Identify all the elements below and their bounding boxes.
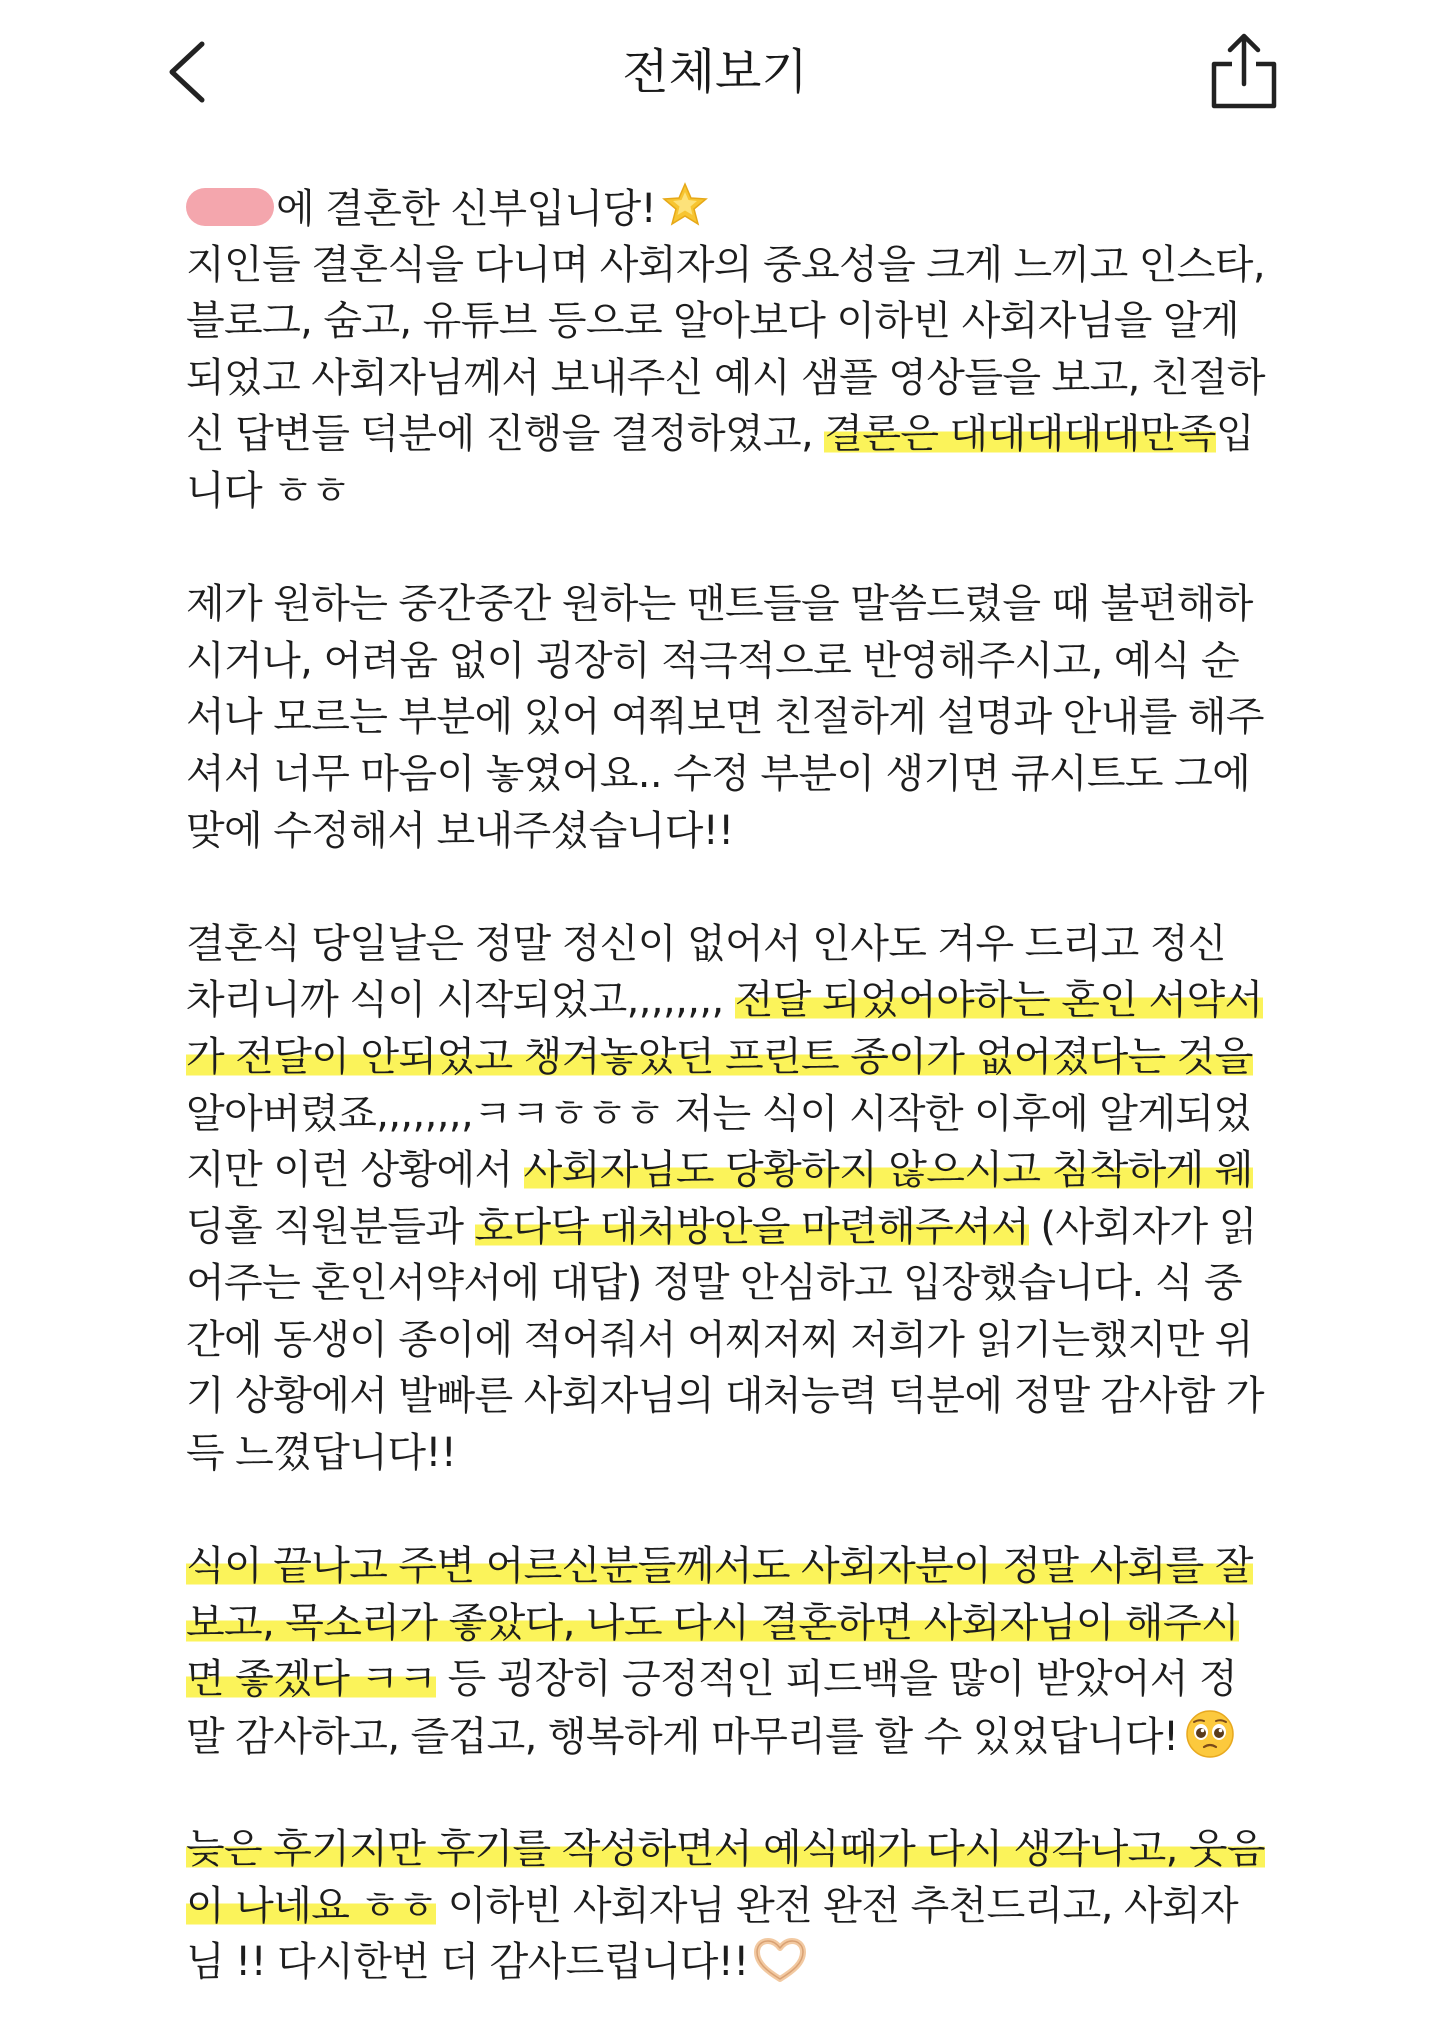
- review-line: [186, 972, 1276, 1029]
- review-text: 지만 이런 상황에서: [186, 1147, 524, 1194]
- review-text: 등 굉장히 긍정적인 피드백을 많이 받았어서 정: [436, 1656, 1238, 1703]
- review-text: 딩홀 직원분들과: [186, 1203, 475, 1250]
- highlighted-text: 가 전달이 안되었고 챙겨놓았던 프린트 종이가 없어졌다는 것을: [186, 1033, 1253, 1080]
- review-line: 제가 원하는 중간중간 원하는 맨트들을 말씀드렸을 때 불편해하: [186, 581, 1253, 628]
- highlighted-text: 식이 끝나고 주변 어르신분들께서도 사회자분이 정말 사회를 잘: [186, 1543, 1253, 1590]
- page-title: 전체보기: [622, 44, 808, 100]
- glowing-star-icon: [660, 180, 710, 230]
- review-text: 이하빈 사회자님 완전 완전 추천드리고, 사회자: [436, 1882, 1239, 1929]
- paragraph-gap: [186, 1765, 1276, 1822]
- review-line: 니다 ㅎㅎ: [186, 467, 350, 514]
- review-text: 차리니까 식이 시작되었고,,,,,,,,: [186, 977, 735, 1024]
- paragraph-gap: [186, 1482, 1276, 1539]
- review-line: 간에 동생이 종이에 적어줘서 어찌저찌 저희가 읽기는했지만 위: [186, 1316, 1253, 1363]
- redacted-date: [186, 188, 274, 226]
- review-line: 맞에 수정해서 보내주셨습니다!!: [186, 807, 734, 854]
- highlighted-text: 결론은 대대대대대만족: [824, 411, 1216, 458]
- review-line: [186, 406, 1276, 463]
- highlighted-text: 보고, 목소리가 좋았다, 나도 다시 결혼하면 사회자님이 해주시: [186, 1599, 1240, 1646]
- review-line: 서나 모르는 부분에 있어 여쭤보면 친절하게 설명과 안내를 해주: [186, 694, 1264, 741]
- review-line: 셔서 너무 마음이 놓였어요.. 수정 부분이 생기면 큐시트도 그에: [186, 750, 1251, 797]
- review-line: [186, 1538, 1276, 1595]
- review-line: [186, 1821, 1276, 1878]
- review-line: [186, 1199, 1276, 1256]
- review-line: 득 느꼈답니다!!: [186, 1430, 457, 1477]
- review-line: 블로그, 숨고, 유튜브 등으로 알아보다 이하빈 사회자님을 알게: [186, 298, 1240, 345]
- review-text: 님 !! 다시한번 더 감사드립니다!!: [186, 1939, 749, 1986]
- paragraph-gap: [186, 520, 1276, 577]
- highlighted-text: 늦은 후기지만 후기를 작성하면서 예식때가 다시 생각나고, 웃음: [186, 1826, 1265, 1873]
- top-bar: [0, 0, 1430, 150]
- review-line: [186, 1029, 1276, 1086]
- share-icon: [1208, 30, 1280, 112]
- review-text: (사회자가 읽: [1029, 1203, 1257, 1250]
- heart-hands-icon: [753, 1937, 807, 1983]
- review-body: [186, 180, 1276, 1991]
- review-text: 입: [1215, 411, 1254, 458]
- review-line: [186, 1708, 1276, 1765]
- review-line: [186, 1142, 1276, 1199]
- review-line: 지인들 결혼식을 다니며 사회자의 중요성을 크게 느끼고 인스타,: [186, 241, 1265, 288]
- review-line: 어주는 혼인서약서에 대답) 정말 안심하고 입장했습니다. 식 중: [186, 1260, 1242, 1307]
- review-line: [186, 1878, 1276, 1935]
- review-line: 기 상황에서 발빠른 사회자님의 대처능력 덕분에 정말 감사함 가: [186, 1373, 1264, 1420]
- review-line: [186, 180, 1276, 237]
- review-line: [186, 1595, 1276, 1652]
- share-button[interactable]: [1208, 30, 1280, 112]
- highlighted-text: 호다닥 대처방안을 마련해주셔서: [474, 1203, 1030, 1250]
- review-text: 신 답변들 덕분에 진행을 결정하였고,: [186, 411, 825, 458]
- review-text: 에 결혼한 신부입니당!: [276, 186, 657, 232]
- highlighted-text: 사회자님도 당황하지 않으시고 침착하게 웨: [523, 1147, 1253, 1194]
- review-text: 말 감사하고, 즐겁고, 행복하게 마무리를 할 수 있었답니다!: [186, 1714, 1179, 1761]
- paragraph-gap: [186, 859, 1276, 916]
- review-line: [186, 1934, 1276, 1991]
- highlighted-text: 이 나네요 ㅎㅎ: [186, 1882, 437, 1929]
- highlighted-text: 전달 되었어야하는 혼인 서약서: [734, 977, 1263, 1024]
- review-line: 결혼식 당일날은 정말 정신이 없어서 인사도 겨우 드리고 정신: [186, 920, 1226, 967]
- pleading-face-icon: [1184, 1708, 1236, 1760]
- review-line: [186, 1651, 1276, 1708]
- highlighted-text: 면 좋겠다 ㅋㅋ: [186, 1656, 437, 1703]
- review-line: 시거나, 어려움 없이 굉장히 적극적으로 반영해주시고, 예식 순: [186, 637, 1240, 684]
- review-line: 되었고 사회자님께서 보내주신 예시 샘플 영상들을 보고, 친절하: [186, 354, 1265, 401]
- review-line: 알아버렸죠,,,,,,,,ㅋㅋㅎㅎㅎ 저는 식이 시작한 이후에 알게되었: [186, 1090, 1252, 1137]
